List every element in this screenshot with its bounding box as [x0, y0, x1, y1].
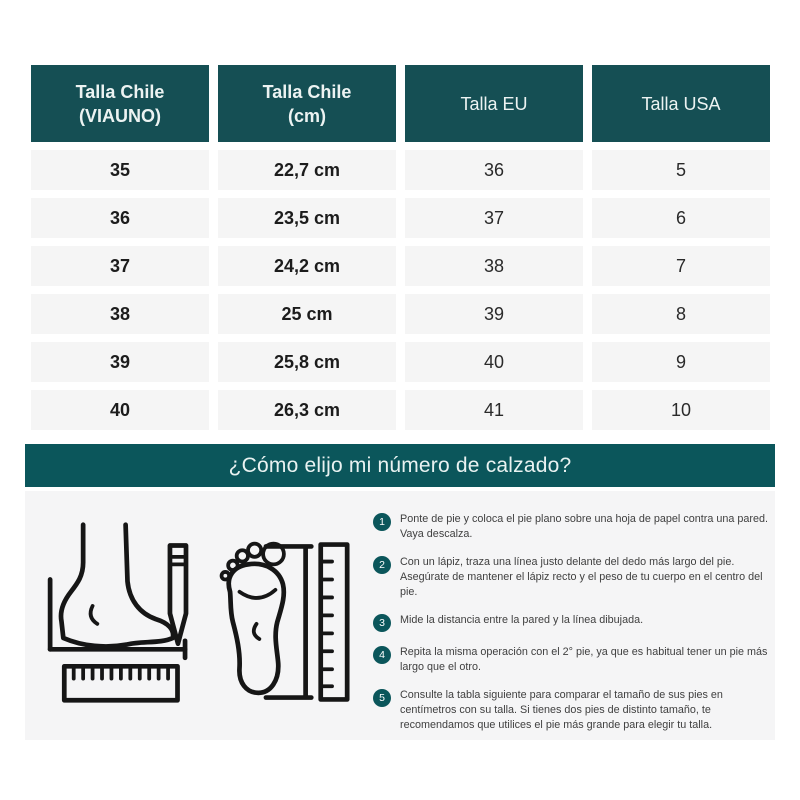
header-label: Talla USA	[641, 93, 721, 114]
table-cell: 40	[405, 342, 583, 382]
instructions-panel	[25, 491, 775, 740]
table-cell: 39	[31, 342, 209, 382]
step-number-badge: 2	[373, 556, 391, 574]
foot-side-measure-icon	[43, 521, 195, 705]
table-cell: 5	[592, 150, 770, 190]
instruction-step	[373, 512, 773, 542]
step-text: Con un lápiz, traza una línea justo delante del dedo más largo del pie. Asegúrate de mantener el lápiz recto y el peso de tu cuerpo en el centro del pie.	[400, 556, 763, 598]
section-banner	[25, 444, 775, 487]
table-cell: 25 cm	[218, 294, 396, 334]
step-number-badge: 3	[373, 614, 391, 632]
steps-list	[373, 512, 773, 733]
header-label: Talla Chile	[75, 81, 165, 102]
instruction-step	[373, 645, 773, 675]
table-cell: 37	[31, 246, 209, 286]
step-number-badge: 5	[373, 689, 391, 707]
instruction-step	[373, 688, 773, 733]
table-cell: 23,5 cm	[218, 198, 396, 238]
step-number-badge: 1	[373, 513, 391, 531]
header-label: (cm)	[287, 105, 326, 126]
table-cell: 37	[405, 198, 583, 238]
step-text: Repita la misma operación con el 2° pie, ya que es habitual tener un pie más largo que el otro.	[400, 646, 768, 673]
size-table	[31, 65, 770, 430]
table-cell: 39	[405, 294, 583, 334]
table-cell: 26,3 cm	[218, 390, 396, 430]
table-cell: 41	[405, 390, 583, 430]
table-row	[31, 294, 770, 334]
table-cell: 6	[592, 198, 770, 238]
foot-sole-ruler-icon	[207, 537, 357, 707]
col-header-talla-chile-cm	[218, 65, 396, 142]
banner-title: ¿Cómo elijo mi número de calzado?	[228, 453, 572, 477]
table-cell: 7	[592, 246, 770, 286]
instruction-step	[373, 555, 773, 600]
table-cell: 8	[592, 294, 770, 334]
table-row	[31, 390, 770, 430]
table-cell: 9	[592, 342, 770, 382]
table-cell: 22,7 cm	[218, 150, 396, 190]
table-header-row	[31, 65, 770, 142]
table-cell: 25,8 cm	[218, 342, 396, 382]
header-label: Talla Chile	[262, 81, 352, 102]
step-text: Ponte de pie y coloca el pie plano sobre una hoja de papel contra una pared. Vaya descalza.	[400, 513, 768, 540]
header-label: (VIAUNO)	[79, 105, 161, 126]
step-text: Consulte la tabla siguiente para comparar el tamaño de sus pies en centímetros con su talla. Si tienes dos pies de distinto tamaño, te recomendamos que utilices el pie más grande para elegir tu talla.	[400, 689, 723, 731]
table-cell: 24,2 cm	[218, 246, 396, 286]
table-cell: 38	[405, 246, 583, 286]
table-row	[31, 342, 770, 382]
col-header-talla-eu	[405, 65, 583, 142]
header-label: Talla EU	[460, 93, 528, 114]
table-cell: 36	[31, 198, 209, 238]
step-number-badge: 4	[373, 646, 391, 664]
col-header-talla-usa	[592, 65, 770, 142]
table-cell: 36	[405, 150, 583, 190]
table-row	[31, 246, 770, 286]
table-cell: 10	[592, 390, 770, 430]
table-cell: 35	[31, 150, 209, 190]
table-cell: 38	[31, 294, 209, 334]
col-header-talla-chile-viauno	[31, 65, 209, 142]
table-row	[31, 198, 770, 238]
instruction-step	[373, 613, 773, 632]
step-text: Mide la distancia entre la pared y la línea dibujada.	[400, 614, 644, 626]
table-body	[31, 150, 770, 430]
table-cell: 40	[31, 390, 209, 430]
table-row	[31, 150, 770, 190]
